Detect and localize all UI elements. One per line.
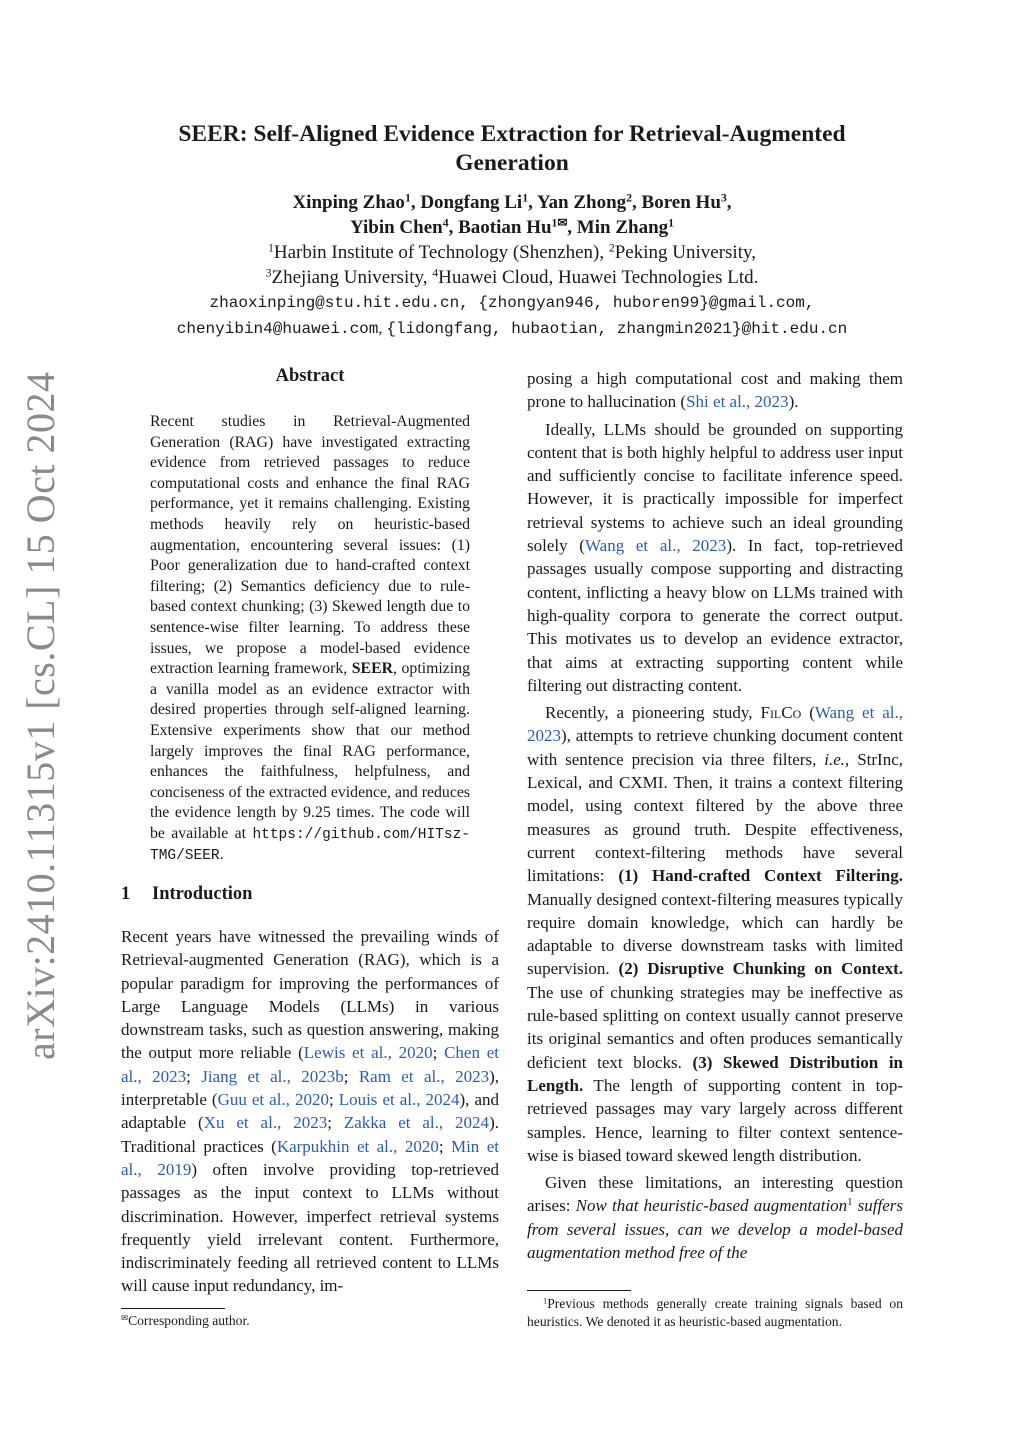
author-line-2: [100, 215, 924, 240]
affil-mark: 3: [265, 266, 272, 280]
body-text: ), attempts to retrieve chunking document content with sentence precision via three filters,: [527, 726, 903, 769]
affiliation-text: Zhejiang University,: [271, 267, 433, 288]
author-list: [100, 190, 924, 240]
body-text: ), interpretable (: [121, 1066, 499, 1110]
author-affil-mark: 2: [626, 191, 633, 205]
author-affil-mark: 1: [404, 191, 411, 205]
body-text: ) often involve providing top-retrieved passages as the input context to LLMs without discrimination. However, imperfect retrieval systems frequently yield irrelevant content. Furthermore, indiscriminately feeding all retrieved content to LLMs will cause input redundancy, im-: [121, 1159, 499, 1296]
intro-paragraph: [121, 925, 499, 1298]
body-text: Recent years have witnessed the prevailing winds of Retrieval-augmented Generation (RAG), which is a popular paradigm for improving the performances of Large Language Models (LLMs) in various downstream tasks, such as question answering, making the output more reliable (: [121, 927, 499, 1063]
author-name: , Yan Zhong: [528, 192, 627, 213]
abstract-text: .: [219, 846, 224, 864]
affiliation-text: Harbin Institute of Technology (Shenzhen),: [273, 242, 609, 263]
body-text: The use of chunking strategies may be ineffective as rule-based splitting on context usually cannot preserve its original semantics and often produces semantically deficient text blocks.: [527, 982, 903, 1072]
body-text: Ideally, LLMs should be grounded on supporting content that is both highly helpful to address user input and sufficiently concise to facilitate inference speed. However, it is practically impossible for imperfect retrieval systems to achieve such an ideal grounding solely (: [527, 419, 903, 556]
body-text: Manually designed context-filtering measures typically require domain knowledge, which can hardly be adaptable to diverse downstream tasks with limited supervision.: [527, 889, 903, 979]
body-text: ).: [788, 392, 799, 412]
seer-name: SEER: [351, 660, 394, 678]
body-text: ;: [186, 1066, 202, 1086]
author-affil-mark: 1: [522, 191, 529, 205]
citation-link[interactable]: Wang et al., 2023: [584, 536, 727, 556]
affil-mark: 4: [432, 266, 439, 280]
code-url-link[interactable]: https://github.com/HITsz-TMG/SEER: [150, 826, 470, 865]
affiliation-text: Huawei Cloud, Huawei Technologies Ltd.: [438, 267, 759, 288]
citation-link[interactable]: Xu et al., 2023: [203, 1113, 328, 1133]
footnote-right: [527, 1295, 903, 1330]
abstract-heading: Abstract: [275, 366, 345, 386]
citation-link[interactable]: Jiang et al., 2023b: [201, 1066, 344, 1086]
author-name: , Dongfang Li: [410, 192, 523, 213]
intro-right-column: [527, 367, 903, 1264]
author-affil-mark: 3: [720, 191, 727, 205]
body-text: ;: [343, 1066, 359, 1086]
footnote-left: [121, 1312, 499, 1330]
affiliation-line-2: [100, 265, 924, 290]
author-name: , Boren Hu: [632, 192, 721, 213]
citation-link[interactable]: Wang et al., 2023: [527, 703, 903, 746]
body-text: suffers from several issues, can we develop a model-based augmentation method free of the: [527, 1196, 903, 1262]
email-line-2: [100, 316, 924, 342]
affiliation-text: Peking University,: [614, 242, 756, 263]
abstract-body: [150, 412, 470, 867]
footnote-mark[interactable]: 1: [847, 1197, 853, 1209]
footnote-rule: [121, 1308, 225, 1309]
email-list: [100, 290, 924, 342]
method-name: FilCo: [760, 703, 802, 723]
paragraph: [527, 1171, 903, 1264]
citation-link[interactable]: Shi et al., 2023: [686, 392, 789, 412]
author-name: , Baotian Hu: [448, 217, 552, 238]
footnote-text: Previous methods generally create training signals based on heuristics. We denoted it as heuristic-based augmentation.: [527, 1296, 903, 1329]
footnote-mark: 1: [543, 1295, 548, 1306]
body-text: ). In fact, top-retrieved passages usually compose supporting and distracting content, inflicting a heavy blow on LLMs trained with high-quality corpora to generate the correct output. This motivates us to develop an evidence extractor, that aims at extracting supporting content while filtering out distracting content.: [527, 536, 903, 695]
body-text: ). Traditional practices (: [121, 1113, 499, 1156]
body-text: ;: [432, 1043, 445, 1063]
author-affil-mark: 1: [668, 216, 675, 230]
body-text: ), and adaptable (: [121, 1090, 499, 1133]
citation-link[interactable]: Zakka et al., 2024: [343, 1113, 490, 1133]
affiliation-line-1: [100, 240, 924, 265]
abstract-text: , optimizing a vanilla model as an evidence extractor with desired properties through self-aligned learning. Extensive experiments show that our method largely improves the final RAG performance, enhances the faithfulness, helpfulness, and conciseness of the extracted evidence, and reduces the evidence length by 9.25 times. The code will be available at: [150, 660, 470, 842]
paragraph: [527, 418, 903, 698]
author-name: Xinping Zhao: [292, 192, 405, 213]
body-text: Given these limitations, an interesting question arises:: [527, 1173, 903, 1216]
citation-link[interactable]: Karpukhin et al., 2020: [276, 1136, 439, 1156]
limitation-label: (2) Disruptive Chunking on Context.: [618, 959, 903, 979]
author-sep: ,: [726, 192, 732, 213]
paper-title: [100, 120, 924, 178]
author-name: , Min Zhang: [567, 217, 669, 238]
footnote-line: [527, 1295, 903, 1330]
email-sep: ,: [378, 320, 387, 337]
limitation-label: (1) Hand-crafted Context Filtering.: [618, 866, 904, 886]
author-line-1: [100, 190, 924, 215]
email-text: chenyibin4@huawei.com: [176, 320, 379, 338]
limitation-label: (3) Skewed Distribution in Length.: [527, 1052, 903, 1095]
title-line-2: Generation: [455, 150, 569, 176]
affil-mark: 1: [267, 241, 274, 255]
email-line-1: zhaoxinping@stu.hit.edu.cn, {zhongyan946, huboren99}@gmail.com,: [209, 294, 815, 312]
citation-link[interactable]: Ram et al., 2023: [358, 1066, 490, 1086]
body-text: ;: [327, 1113, 344, 1133]
section-number: 1: [121, 884, 131, 904]
author-affil-mark: 4: [442, 216, 449, 230]
footnote-text: Corresponding author.: [128, 1313, 250, 1328]
citation-link[interactable]: Guu et al., 2020: [217, 1090, 329, 1110]
author-affil-mark: 1✉: [551, 216, 568, 230]
footnote-rule: [527, 1290, 631, 1291]
author-name: Yibin Chen: [349, 217, 443, 238]
abstract-text: Recent studies in Retrieval-Augmented Generation (RAG) have investigated extracting evidence from retrieved passages to reduce computational costs and enhance the final RAG performance, yet it remains challenging. Existing methods heavily rely on heuristic-based augmentation, encountering several issues: (1) Poor generalization due to hand-crafted context filtering; (2) Semantics deficiency due to rule-based context chunking; (3) Skewed length due to sentence-wise filter learning. To address these issues, we propose a model-based evidence extraction learning framework,: [150, 413, 470, 678]
citation-link[interactable]: Lewis et al., 2020: [303, 1043, 433, 1063]
body-text: ;: [328, 1090, 339, 1110]
citation-link[interactable]: Chen et al., 2023: [121, 1043, 499, 1086]
affil-mark: 2: [608, 241, 615, 255]
body-text: (: [801, 703, 815, 723]
body-text: ;: [438, 1136, 451, 1156]
section-title: Introduction: [152, 884, 253, 904]
body-text: The length of supporting content in top-retrieved passages may vary largely across different samples. Hence, learning to filter context sentence-wise is biased toward skewed length distribution.: [527, 1075, 903, 1165]
body-text: Recently, a pioneering study,: [545, 703, 761, 723]
citation-link[interactable]: Louis et al., 2024: [338, 1090, 460, 1110]
arxiv-stamp: arXiv:2410.11315v1 [cs.CL] 15 Oct 2024: [18, 371, 63, 1060]
email-text: {lidongfang, hubaotian, zhangmin2021}@hit.edu.cn: [386, 320, 848, 338]
body-text: posing a high computational cost and making them prone to hallucination (: [527, 369, 903, 412]
paragraph: [527, 701, 903, 1167]
body-text: i.e.,: [824, 749, 850, 769]
paragraph: [527, 367, 903, 414]
footnote-mark: ✉: [121, 1312, 129, 1323]
title-line-1: SEER: Self-Aligned Evidence Extraction for Retrieval-Augmented: [178, 121, 846, 147]
intro-left-column: [121, 925, 499, 1298]
affiliations: [100, 240, 924, 290]
citation-link[interactable]: Min et al., 2019: [121, 1136, 499, 1179]
section-heading: [121, 884, 252, 905]
body-text: StrInc, Lexical, and CXMI. Then, it trains a context filtering model, using context filtered by the above three measures as ground truth. Despite effectiveness, current context-filtering methods have several limitations:: [527, 749, 903, 886]
body-text: Now that heuristic-based augmentation: [575, 1196, 848, 1216]
